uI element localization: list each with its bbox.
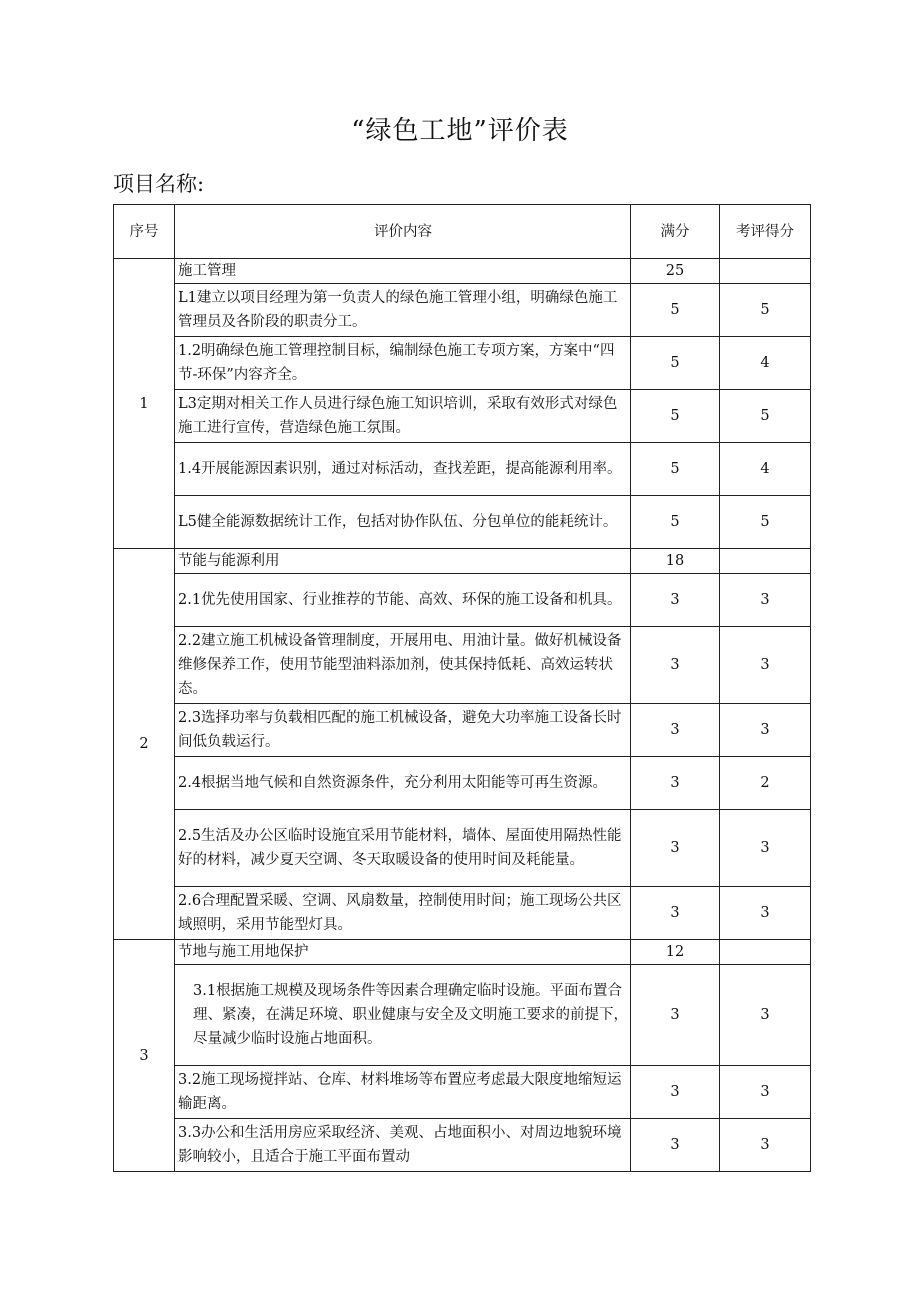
- item-score: 3: [720, 965, 811, 1066]
- table-row: [114, 757, 811, 810]
- section-score: [720, 940, 811, 965]
- item-content: L5健全能源数据统计工作，包括对协作队伍、分包单位的能耗统计。: [175, 496, 631, 549]
- item-content: 1.2明确绿色施工管理控制目标，编制绿色施工专项方案，方案中“四节-环保”内容齐全。: [175, 337, 631, 390]
- item-content: 2.6合理配置采暖、空调、风扇数量，控制使用时间；施工现场公共区域照明，采用节能型灯具。: [175, 887, 631, 940]
- table-row: [114, 1119, 811, 1172]
- project-name-label: 项目名称:: [113, 172, 205, 196]
- page-title: “绿色工地”评价表: [351, 116, 569, 146]
- item-content: 1.4开展能源因素识别，通过对标活动，查找差距，提高能源利用率。: [175, 443, 631, 496]
- table-row: [114, 887, 811, 940]
- table-row: [114, 965, 811, 1066]
- item-full-score: 3: [631, 810, 720, 887]
- table-row: [114, 390, 811, 443]
- table-row: [114, 627, 811, 704]
- section-full-score: 12: [631, 940, 720, 965]
- item-score: 3: [720, 704, 811, 757]
- item-score: 3: [720, 810, 811, 887]
- section-name: 施工管理: [175, 259, 631, 284]
- item-full-score: 5: [631, 337, 720, 390]
- section-row: [114, 940, 811, 965]
- table-row: [114, 337, 811, 390]
- item-score: 3: [720, 1066, 811, 1119]
- section-seq: 2: [114, 549, 175, 940]
- evaluation-table: [113, 204, 811, 1172]
- item-score: 3: [720, 1119, 811, 1172]
- item-full-score: 5: [631, 284, 720, 337]
- item-full-score: 3: [631, 574, 720, 627]
- item-score: 3: [720, 887, 811, 940]
- item-score: 3: [720, 627, 811, 704]
- section-row: [114, 259, 811, 284]
- section-seq: 1: [114, 259, 175, 549]
- section-name: 节地与施工用地保护: [175, 940, 631, 965]
- item-content: L1建立以项目经理为第一负责人的绿色施工管理小组，明确绿色施工管理员及各阶段的职责分工。: [175, 284, 631, 337]
- item-full-score: 5: [631, 390, 720, 443]
- item-content: 2.5生活及办公区临时设施宜采用节能材料，墙体、屋面使用隔热性能好的材料，减少夏天空调、冬天取暖设备的使用时间及耗能量。: [175, 810, 631, 887]
- table-header-row: [114, 205, 811, 259]
- section-score: [720, 549, 811, 574]
- item-full-score: 3: [631, 757, 720, 810]
- item-score: 4: [720, 337, 811, 390]
- item-score: 5: [720, 390, 811, 443]
- header-content: 评价内容: [175, 205, 631, 259]
- section-score: [720, 259, 811, 284]
- item-content: 2.4根据当地气候和自然资源条件，充分利用太阳能等可再生资源。: [175, 757, 631, 810]
- section-full-score: 25: [631, 259, 720, 284]
- item-full-score: 3: [631, 1119, 720, 1172]
- item-full-score: 3: [631, 1066, 720, 1119]
- item-content: 2.2建立施工机械设备管理制度，开展用电、用油计量。做好机械设备维修保养工作，使用节能型油料添加剂，使其保持低耗、高效运转状态。: [175, 627, 631, 704]
- table-row: [114, 1066, 811, 1119]
- item-content: 3.2施工现场搅拌站、仓库、材料堆场等布置应考虑最大限度地缩短运输距离。: [175, 1066, 631, 1119]
- item-score: 4: [720, 443, 811, 496]
- section-full-score: 18: [631, 549, 720, 574]
- item-full-score: 3: [631, 887, 720, 940]
- item-full-score: 3: [631, 704, 720, 757]
- item-full-score: 3: [631, 965, 720, 1066]
- table-row: [114, 443, 811, 496]
- item-content: 2.3选择功率与负载相匹配的施工机械设备，避免大功率施工设备长时间低负载运行。: [175, 704, 631, 757]
- table-body: [114, 259, 811, 1172]
- header-full-score: 满分: [631, 205, 720, 259]
- item-content: 3.1根据施工规模及现场条件等因素合理确定临时设施。平面布置合理、紧凑，在满足环境、职业健康与安全及文明施工要求的前提下，尽量减少临时设施占地面积。: [175, 965, 631, 1066]
- section-seq: 3: [114, 940, 175, 1172]
- item-score: 3: [720, 574, 811, 627]
- item-full-score: 5: [631, 496, 720, 549]
- item-full-score: 3: [631, 627, 720, 704]
- table-row: [114, 704, 811, 757]
- header-seq: 序号: [114, 205, 175, 259]
- table-row: [114, 810, 811, 887]
- table-row: [114, 284, 811, 337]
- item-score: 2: [720, 757, 811, 810]
- item-content: 3.3办公和生活用房应采取经济、美观、占地面积小、对周边地貌环境影响较小，且适合于施工平面布置动: [175, 1119, 631, 1172]
- section-row: [114, 549, 811, 574]
- section-name: 节能与能源利用: [175, 549, 631, 574]
- item-content: 2.1优先使用国家、行业推荐的节能、高效、环保的施工设备和机具。: [175, 574, 631, 627]
- table-row: [114, 496, 811, 549]
- item-score: 5: [720, 496, 811, 549]
- item-content: L3定期对相关工作人员进行绿色施工知识培训，采取有效形式对绿色施工进行宣传，营造绿色施工氛围。: [175, 390, 631, 443]
- table-row: [114, 574, 811, 627]
- header-score: 考评得分: [720, 205, 811, 259]
- item-full-score: 5: [631, 443, 720, 496]
- item-score: 5: [720, 284, 811, 337]
